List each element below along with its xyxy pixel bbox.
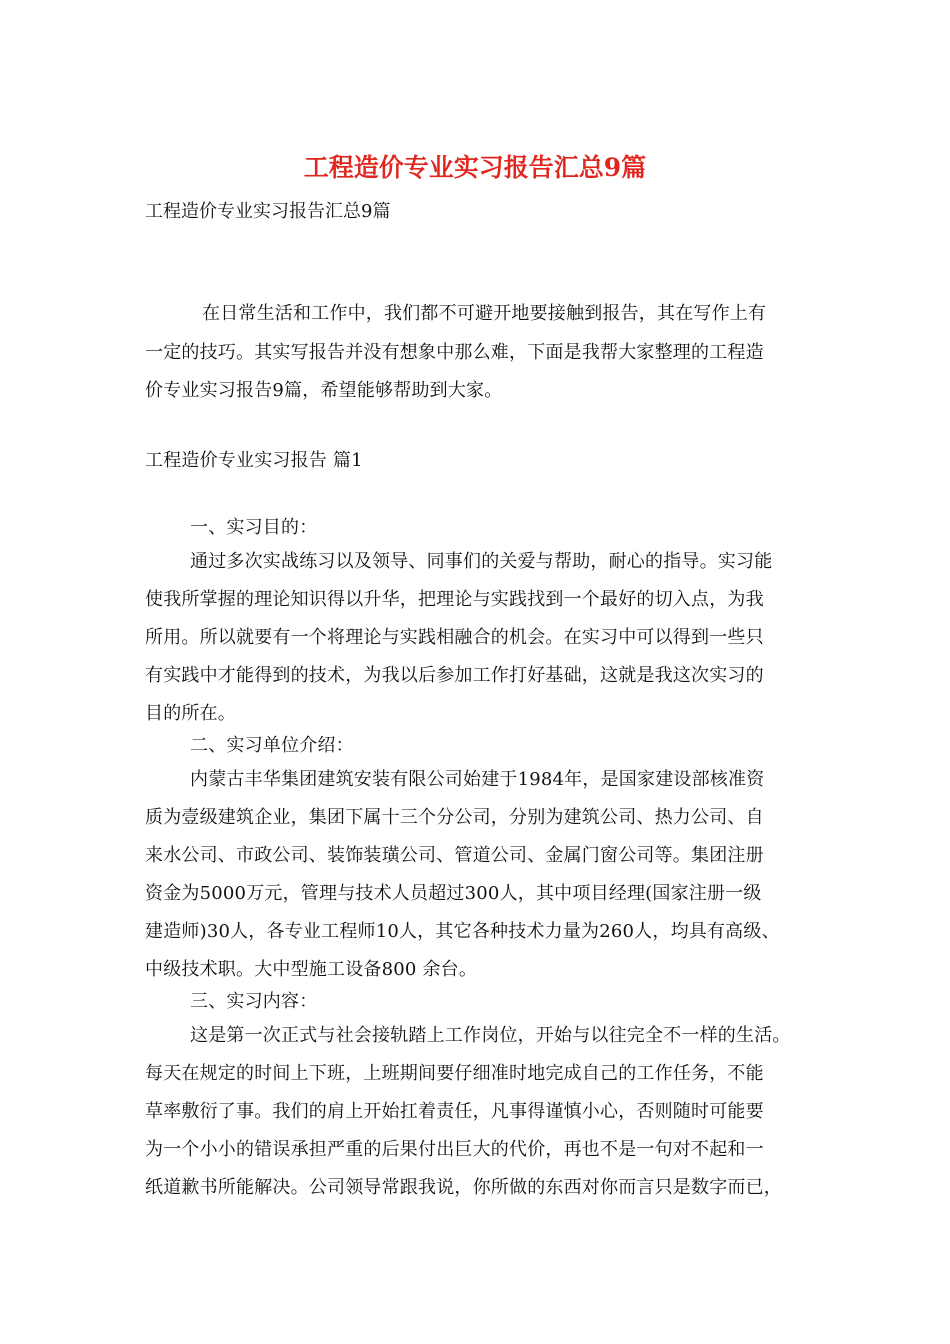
paragraph-line: 中级技术职。大中型施工设备800 余台。 <box>145 959 478 980</box>
intro-line: 一定的技巧。其实写报告并没有想象中那么难，下面是我帮大家整理的工程造 <box>145 342 764 363</box>
paragraph-line: 每天在规定的时间上下班，上班期间要仔细准时地完成自己的工作任务，不能 <box>145 1063 764 1084</box>
paragraph-line: 有实践中才能得到的技术，为我以后参加工作打好基础，这就是我这次实习的 <box>145 665 764 686</box>
paragraph-line: 草率敷衍了事。我们的肩上开始扛着责任，凡事得谨慎小心，否则随时可能要 <box>145 1101 764 1122</box>
paragraph-line: 资金为5000万元，管理与技术人员超过300人，其中项目经理(国家注册一级 <box>145 883 762 904</box>
paragraph-line: 建造师)30人，各专业工程师10人，其它各种技术力量为260人，均具有高级、 <box>145 921 780 942</box>
paragraph-line: 纸道歉书所能解决。公司领导常跟我说，你所做的东西对你而言只是数字而已， <box>145 1177 782 1198</box>
part2-heading: 二、实习单位介绍： <box>190 735 354 756</box>
paragraph-line: 质为壹级建筑企业，集团下属十三个分公司，分别为建筑公司、热力公司、自 <box>145 807 764 828</box>
paragraph-line: 这是第一次正式与社会接轨踏上工作岗位，开始与以往完全不一样的生活。 <box>190 1025 791 1046</box>
paragraph-line: 来水公司、市政公司、装饰装璜公司、管道公司、金属门窗公司等。集团注册 <box>145 845 764 866</box>
paragraph-line: 为一个小小的错误承担严重的后果付出巨大的代价，再也不是一句对不起和一 <box>145 1139 764 1160</box>
paragraph-line: 目的所在。 <box>145 703 236 724</box>
document-subtitle: 工程造价专业实习报告汇总9篇 <box>145 201 391 222</box>
intro-line: 在日常生活和工作中，我们都不可避开地要接触到报告，其在写作上有 <box>202 303 767 324</box>
paragraph-line: 内蒙古丰华集团建筑安装有限公司始建于1984年，是国家建设部核准资 <box>190 769 765 790</box>
document-title: 工程造价专业实习报告汇总9篇 <box>303 153 647 182</box>
paragraph-line: 所用。所以就要有一个将理论与实践相融合的机会。在实习中可以得到一些只 <box>145 627 764 648</box>
part3-heading: 三、实习内容： <box>190 991 318 1012</box>
section-title: 工程造价专业实习报告 篇1 <box>145 450 363 471</box>
paragraph-line: 通过多次实战练习以及领导、同事们的关爱与帮助，耐心的指导。实习能 <box>190 551 773 572</box>
paragraph-line: 使我所掌握的理论知识得以升华，把理论与实践找到一个最好的切入点，为我 <box>145 589 764 610</box>
part1-heading: 一、实习目的： <box>190 517 318 538</box>
intro-line: 价专业实习报告9篇，希望能够帮助到大家。 <box>145 380 503 401</box>
